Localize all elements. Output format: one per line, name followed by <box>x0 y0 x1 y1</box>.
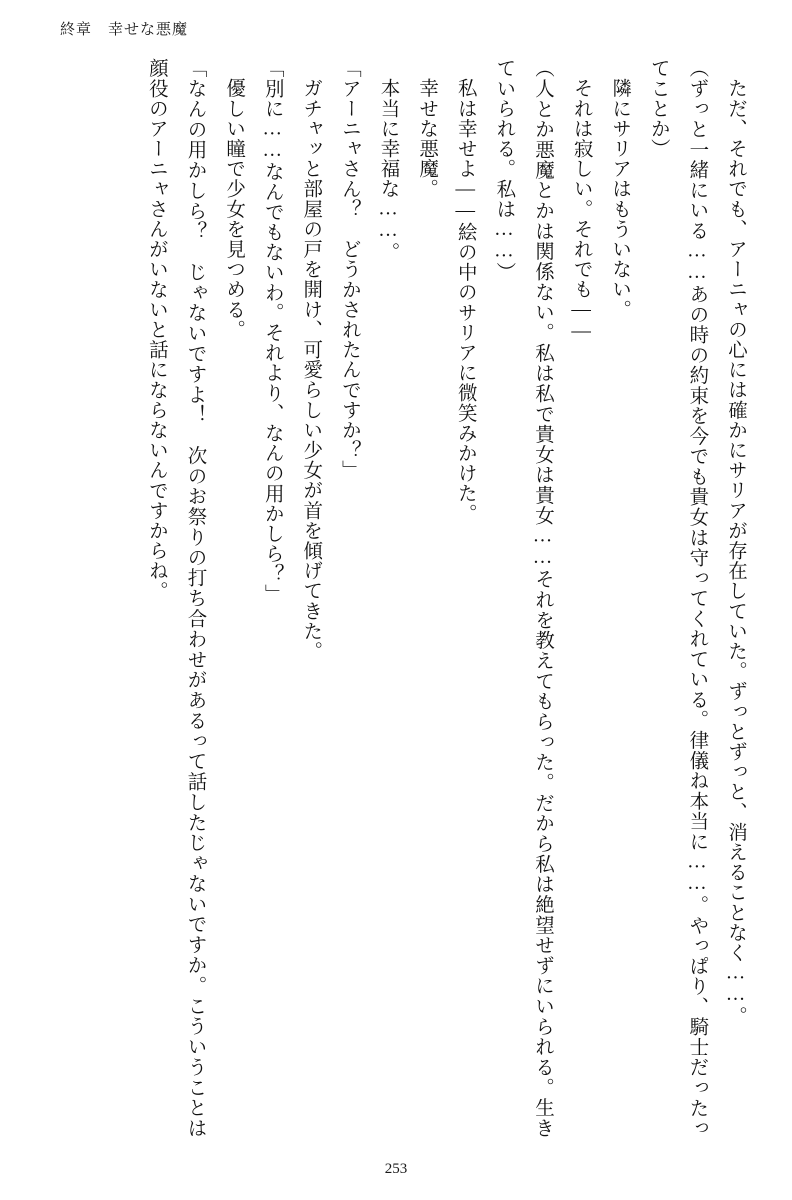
paragraph: 幸せな悪魔。 <box>416 77 438 199</box>
chapter-number: 終章 <box>60 22 93 38</box>
paragraph: ただ、それでも、アーニャの心には確かにサリアが存在していた。ずっとずっと、消えることなく……。 <box>725 77 746 1026</box>
body-text <box>40 58 754 1138</box>
paragraph: 「アーニャさん？ どうかされたんですか？」 <box>338 58 360 481</box>
paragraph: ガチャッと部屋の戸を開け、可愛らしい少女が首を傾げてきた。 <box>300 77 322 661</box>
paragraph: それは寂しい。それでも―― <box>570 77 592 342</box>
paragraph: （ずっと一緒にいる……あの時の約束を今でも貴女は守ってくれている。律儀ね本当に……。やっぱり、騎士だったってことか） <box>647 58 708 1138</box>
paragraph: 隣にサリアはもういない。 <box>609 77 631 319</box>
paragraph: （人とか悪魔とかは関係ない。私は私で貴女は貴女……それを教えてもらった。だから私は絶望せずにいられる。生きていられる。私は……） <box>493 58 553 1138</box>
paragraph: 本当に幸福な……。 <box>377 77 399 262</box>
paragraph: 優しい瞳で少女を見つめる。 <box>223 77 245 339</box>
page-number: 253 <box>384 1161 408 1177</box>
paragraph: 「別に……なんでもないわ。それより、なんの用かしら？」 <box>261 58 283 604</box>
running-header <box>60 18 188 39</box>
paragraph: 私は幸せよ――絵の中のサリアに微笑みかけた。 <box>454 77 476 523</box>
paragraph: 「なんの用かしら？ じゃないですよ！ 次のお祭りの打ち合わせがあるって話したじゃないですか。こういうことは顔役のアーニャさんがいないと話にならないんですからね。 <box>145 58 206 1138</box>
chapter-title: 幸せな悪魔 <box>108 22 189 38</box>
